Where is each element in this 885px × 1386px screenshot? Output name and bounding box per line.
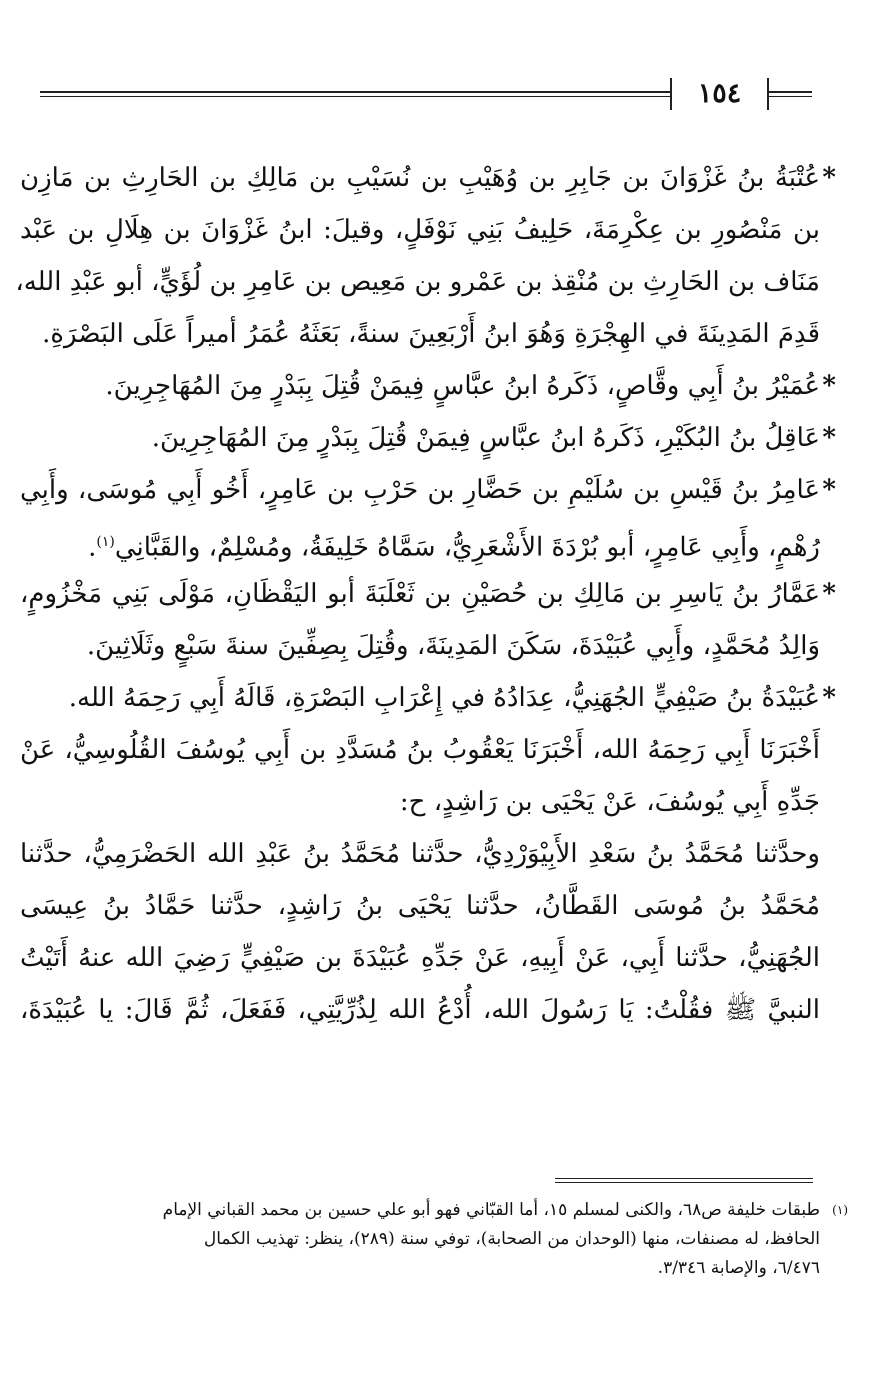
entry-line: [20, 412, 836, 464]
main-text: [15, 152, 836, 1036]
footnote-text: طبقات خليفة ص٦٨، والكنى لمسلم ١٥، أما القبّاني فهو أبو علي حسين بن محمد القباني الإمام: [162, 1200, 820, 1220]
page-header: [40, 78, 812, 112]
line-text: أَخْبَرَنَا أَبِي رَحِمَهُ الله، أَخْبَرَنَا يَعْقُوبُ بنُ مُسَدَّدِ بن أَبِي يُوسُفَ القُلُوسِيُّ، عَنْ: [20, 735, 820, 765]
footnote-line: [40, 1225, 820, 1254]
footnote-text: الحافظ، له مصنفات، منها (الوحدان من الصحابة)، توفي سنة (٢٨٩)، ينظر: تهذيب الكمال: [203, 1229, 820, 1249]
line-text: رُهْمٍ، وأَبِي عَامِرٍ، أبو بُرْدَةَ الأَشْعَرِيُّ، سَمَّاهُ خَلِيفَةُ، ومُسْلِمٌ، والقَبَّانِي: [114, 532, 820, 563]
entry-bullet-icon: *: [822, 163, 836, 193]
page-number: ١٥٤: [697, 78, 742, 109]
entry-bullet-icon: *: [822, 579, 836, 609]
header-tick-left: [670, 78, 672, 110]
text-line: [20, 620, 820, 672]
entry-bullet-icon: *: [822, 683, 836, 713]
entry-line: [20, 360, 836, 412]
line-text: جَدِّهِ أَبِي يُوسُفَ، عَنْ يَحْيَى بن رَاشِدٍ، ح:: [399, 787, 820, 817]
footnote-line: [40, 1196, 848, 1225]
entry-bullet-icon: *: [822, 371, 836, 401]
text-line: [15, 256, 820, 308]
footnote-separator: [555, 1178, 813, 1183]
line-end-punctuation: .: [88, 532, 97, 563]
text-line: [20, 724, 820, 776]
footnote-text: ٦/٤٧٦، والإصابة ٣/٣٤٦.: [657, 1258, 820, 1278]
header-rule-right: [769, 91, 812, 97]
line-text: عَامِرُ بنُ قَيْسِ بن سُلَيْمِ بن حَضَّارِ بن حَرْبِ بن عَامِرٍ، أَخُو أَبِي مُوسَى، وأَبِي: [20, 475, 820, 505]
footnotes: [40, 1196, 848, 1283]
text-line: [20, 516, 820, 568]
line-text: بن مَنْصُورِ بن عِكْرِمَةَ، حَلِيفُ بَنِي نَوْفَلٍ، وقيلَ: ابنُ غَزْوَانَ بن هِلَالِ بن عَبْد: [20, 215, 820, 245]
footnote-line: [40, 1254, 820, 1283]
line-text: عُبَيْدَةُ بنُ صَيْفِيٍّ الجُهَنِيُّ، عِدَادُهُ في إِعْرَابِ البَصْرَةِ، قَالَهُ أَبِي رَحِمَهُ الله.: [68, 683, 820, 713]
footnote-marker: (١): [832, 1203, 848, 1217]
line-text: وحدَّثنا مُحَمَّدُ بنُ سَعْدِ الأَبِيْوَرْدِيُّ، حدَّثنا مُحَمَّدُ بنُ عَبْدِ الله الحَضْرَمِيُّ، حدَّثنا: [20, 839, 820, 869]
line-text: النبيَّ ﷺ فقُلْتُ: يَا رَسُولَ الله، أُدْعُ الله لِذُرِّيَّتِي، فَفَعَلَ، ثُمَّ قَالَ: يا عُبَيْدَةَ،: [20, 995, 820, 1025]
line-text: عُمَيْرُ بنُ أَبِي وقَّاصٍ، ذَكَرهُ ابنُ عبَّاسٍ فِيمَنْ قُتِلَ بِبَدْرٍ مِنَ المُهَاجِرِينَ.: [105, 371, 820, 401]
line-text: عَاقِلُ بنُ البُكَيْرِ، ذَكَرهُ ابنُ عبَّاسٍ فِيمَنْ قُتِلَ بِبَدْرٍ مِنَ المُهَاجِرِينَ.: [151, 423, 820, 453]
line-text: مُحَمَّدُ بنُ مُوسَى القَطَّانُ، حدَّثنا يَحْيَى بنُ رَاشِدٍ، حدَّثنا حَمَّادُ بنُ عِيسَى: [20, 891, 820, 921]
line-text: قَدِمَ المَدِينَةَ في الهِجْرَةِ وَهُوَ ابنُ أَرْبَعِينَ سنةً، بَعَثَهُ عُمَرُ أميراً عَلَى البَصْرَةِ.: [42, 319, 820, 349]
text-line: [20, 776, 820, 828]
line-text: عُتْبَةُ بنُ غَزْوَانَ بن جَابِرِ بن وُهَيْبِ بن نُسَيْبِ بن مَالِكِ بن الحَارِثِ بن مَازِن: [20, 163, 820, 193]
text-line: [20, 932, 820, 984]
entry-line: [20, 568, 836, 620]
text-line: [20, 828, 820, 880]
entry-line: [20, 464, 836, 516]
footnote-reference: (١): [96, 534, 115, 550]
text-line: [20, 880, 820, 932]
text-line: [20, 984, 820, 1036]
entry-line: [20, 672, 836, 724]
entry-bullet-icon: *: [822, 423, 836, 453]
text-line: [20, 204, 820, 256]
line-text: عَمَّارُ بنُ يَاسِرِ بن مَالِكِ بن حُصَيْنِ بن ثَعْلَبَةَ أبو اليَقْظَانِ، مَوْلَى بَنِي مَخْزُومٍ،: [20, 579, 820, 609]
line-text: مَنَاف بن الحَارِثِ بن مُنْقِذ بن عَمْرو بن مَعِيص بن عَامِرِ بن لُؤَيٍّ، أبو عَبْدِ الله،: [15, 267, 820, 297]
line-text: الجُهَنِيُّ، حدَّثنا أَبِي، عَنْ أَبِيهِ، عَنْ جَدِّهِ عُبَيْدَةَ بن صَيْفِيٍّ رَضِيَ الله عنهُ أَتَيْتُ: [20, 943, 820, 973]
line-text: وَالِدُ مُحَمَّدٍ، وأَبِي عُبَيْدَةَ، سَكَنَ المَدِينَةَ، وقُتِلَ بِصِفِّينَ سنةَ سَبْعٍ وثَلَاثِينَ.: [86, 631, 820, 661]
header-rule-left: [40, 91, 670, 97]
text-line: [20, 308, 820, 360]
entry-line: [20, 152, 836, 204]
entry-bullet-icon: *: [822, 475, 836, 505]
